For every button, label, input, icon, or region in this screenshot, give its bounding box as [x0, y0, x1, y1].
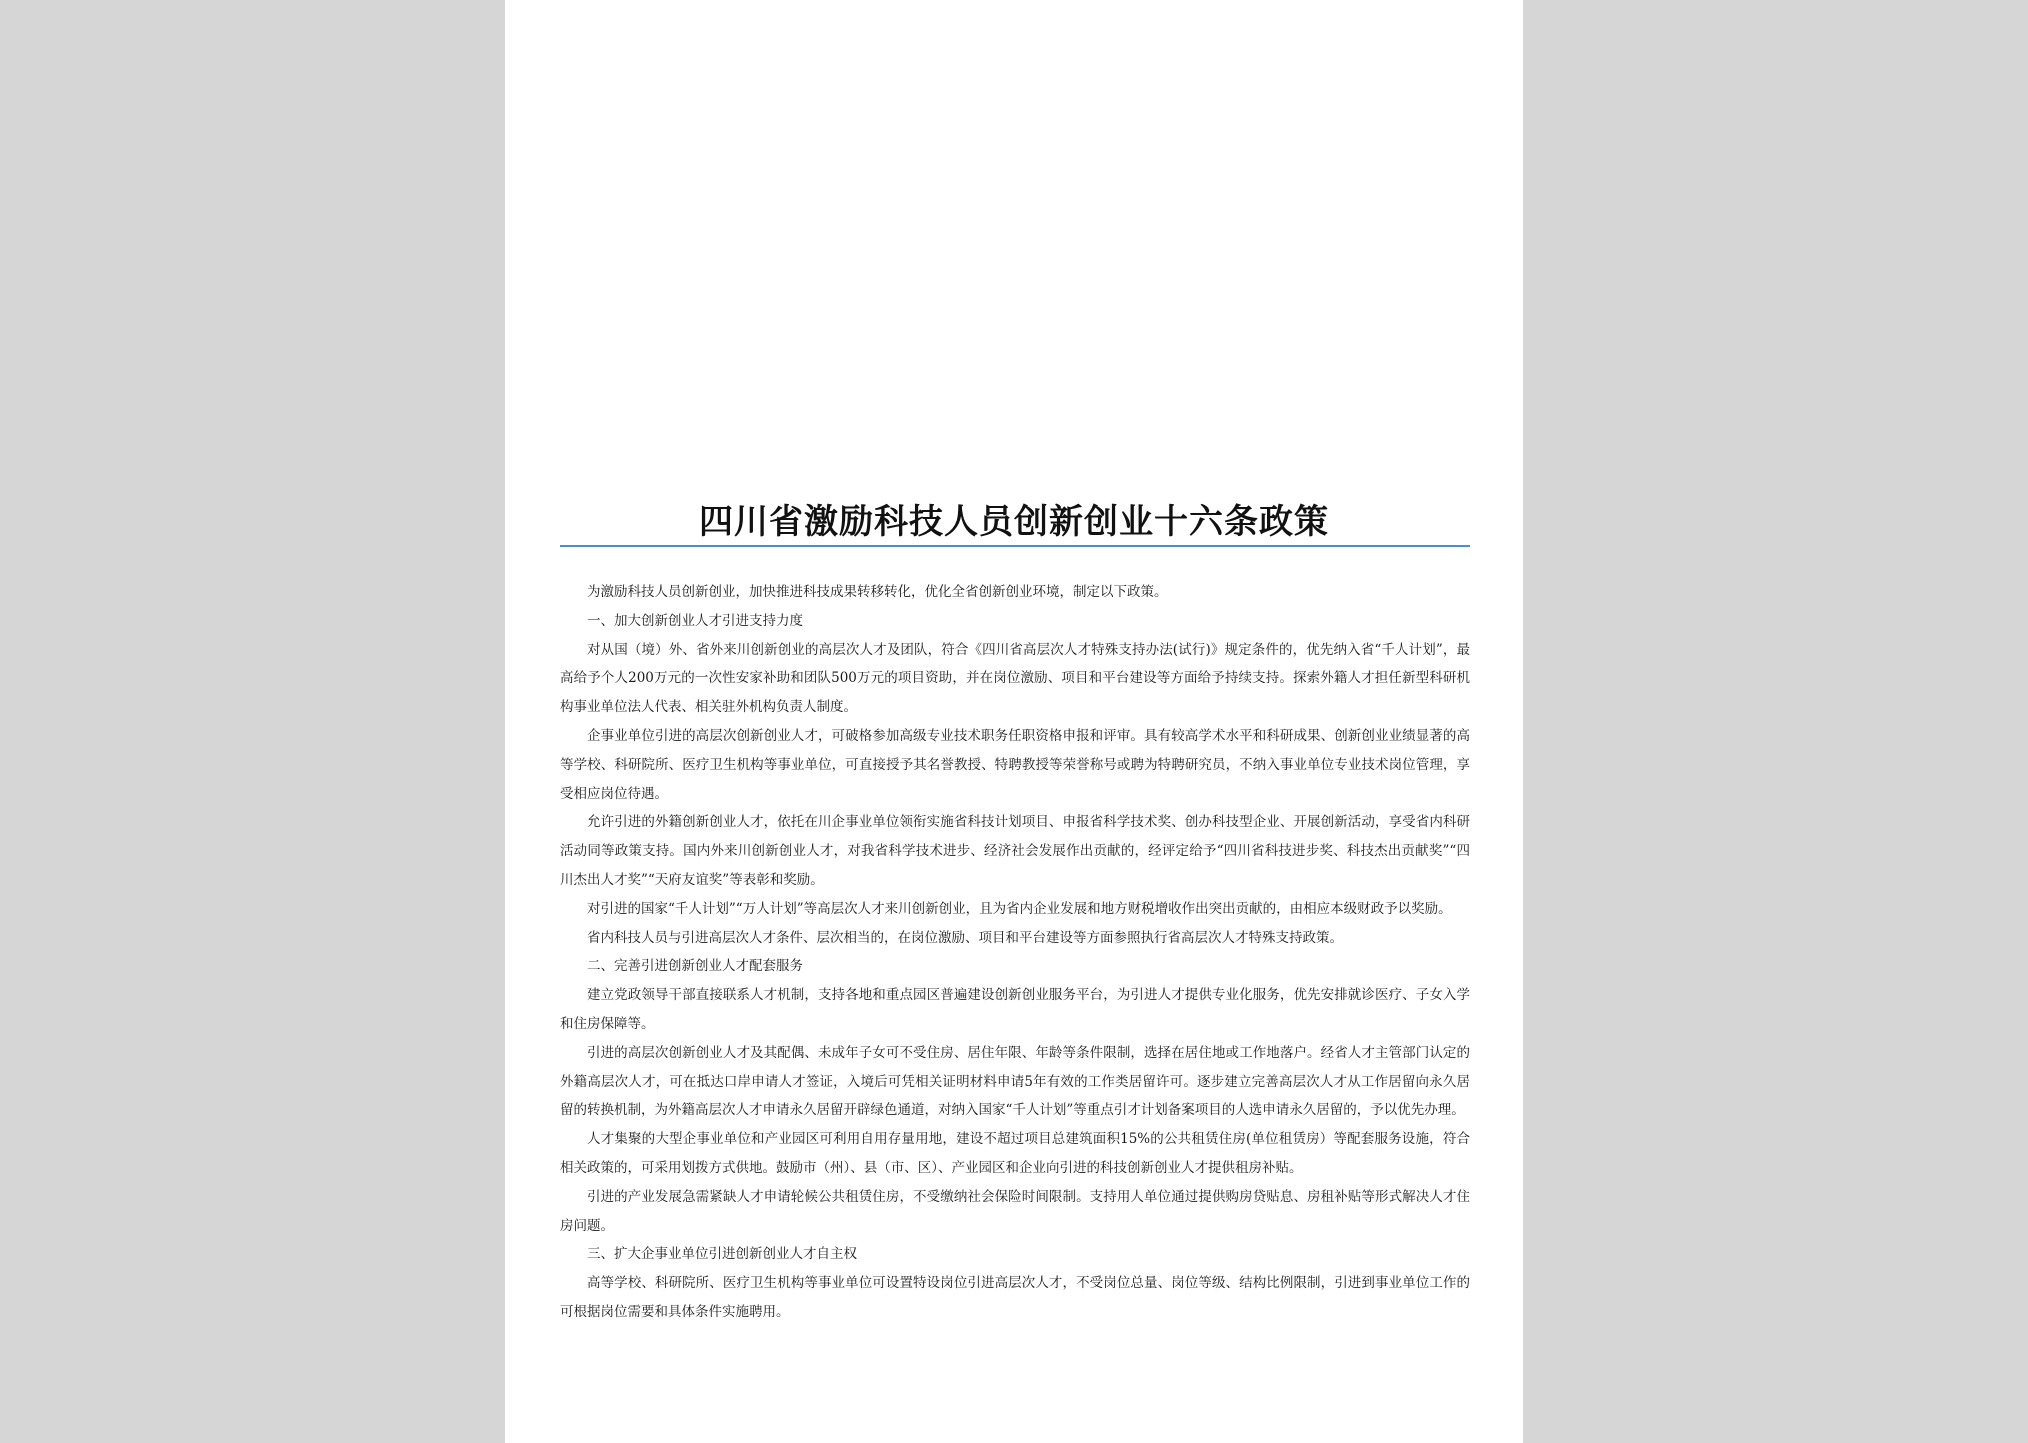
document-body [560, 578, 1470, 1327]
document-page [505, 0, 1523, 1443]
section-heading-3: 三、扩大企事业单位引进创新创业人才自主权 [587, 1246, 857, 1263]
paragraph: 高等学校、科研院所、医疗卫生机构等事业单位可设置特设岗位引进高层次人才，不受岗位总量、岗位等级、结构比例限制，引进到事业单位工作的可根据岗位需要和具体条件实施聘用。 [560, 1275, 1470, 1320]
paragraph: 对引进的国家“千人计划”“万人计划”等高层次人才来川创新创业，且为省内企业发展和地方财税增收作出突出贡献的，由相应本级财政予以奖励。 [587, 900, 1452, 917]
section-heading-2: 二、完善引进创新创业人才配套服务 [587, 958, 803, 975]
paragraph: 允许引进的外籍创新创业人才，依托在川企事业单位领衔实施省科技计划项目、申报省科学技术奖、创办科技型企业、开展创新活动，享受省内科研活动同等政策支持。国内外来川创新创业人才，对我省科学技术进步、经济社会发展作出贡献的，经评定给予“四川省科技进步奖、科技杰出贡献奖”“四川杰出人才奖”“天府友谊奖”等表彰和奖励。 [560, 814, 1470, 888]
document-title: 四川省激励科技人员创新创业十六条政策 [699, 502, 1329, 542]
paragraph: 省内科技人员与引进高层次人才条件、层次相当的，在岗位激励、项目和平台建设等方面参照执行省高层次人才特殊支持政策。 [587, 929, 1343, 946]
paragraph: 企事业单位引进的高层次创新创业人才，可破格参加高级专业技术职务任职资格申报和评审。具有较高学术水平和科研成果、创新创业业绩显著的高等学校、科研院所、医疗卫生机构等事业单位，可直接授予其名誉教授、特聘教授等荣誉称号或聘为特聘研究员，不纳入事业单位专业技术岗位管理，享受相应岗位待遇。 [560, 727, 1470, 802]
section-heading-1: 一、加大创新创业人才引进支持力度 [587, 612, 803, 629]
paragraph: 引进的高层次创新创业人才及其配偶、未成年子女可不受住房、居住年限、年龄等条件限制，选择在居住地或工作地落户。经省人才主管部门认定的外籍高层次人才，可在抵达口岸申请人才签证，入境后可凭相关证明材料申请5年有效的工作类居留许可。逐步建立完善高层次人才从工作居留向永久居留的转换机制，为外籍高层次人才申请永久居留开辟绿色通道，对纳入国家“千人计划”等重点引才计划备案项目的人选申请永久居留的，予以优先办理。 [560, 1044, 1470, 1119]
paragraph: 建立党政领导干部直接联系人才机制，支持各地和重点园区普遍建设创新创业服务平台，为引进人才提供专业化服务，优先安排就诊医疗、子女入学和住房保障等。 [560, 987, 1470, 1032]
paragraph: 引进的产业发展急需紧缺人才申请轮候公共租赁住房，不受缴纳社会保险时间限制。支持用人单位通过提供购房贷贴息、房租补贴等形式解决人才住房问题。 [560, 1188, 1470, 1234]
paragraph-intro: 为激励科技人员创新创业，加快推进科技成果转移转化，优化全省创新创业环境，制定以下政策。 [587, 584, 1168, 600]
paragraph: 对从国（境）外、省外来川创新创业的高层次人才及团队，符合《四川省高层次人才特殊支持办法(试行)》规定条件的，优先纳入省“千人计划”，最高给予个人200万元的一次性安家补助和团队500万元的项目资助，并在岗位激励、项目和平台建设等方面给予持续支持。探索外籍人才担任新型科研机构事业单位法人代表、相关驻外机构负责人制度。 [560, 641, 1470, 716]
paragraph: 人才集聚的大型企事业单位和产业园区可利用自用存量用地，建设不超过项目总建筑面积15%的公共租赁住房(单位租赁房）等配套服务设施，符合相关政策的，可采用划拨方式供地。鼓励市（州）、县（市、区）、产业园区和企业向引进的科技创新创业人才提供租房补贴。 [560, 1131, 1470, 1176]
title-divider [560, 545, 1470, 547]
